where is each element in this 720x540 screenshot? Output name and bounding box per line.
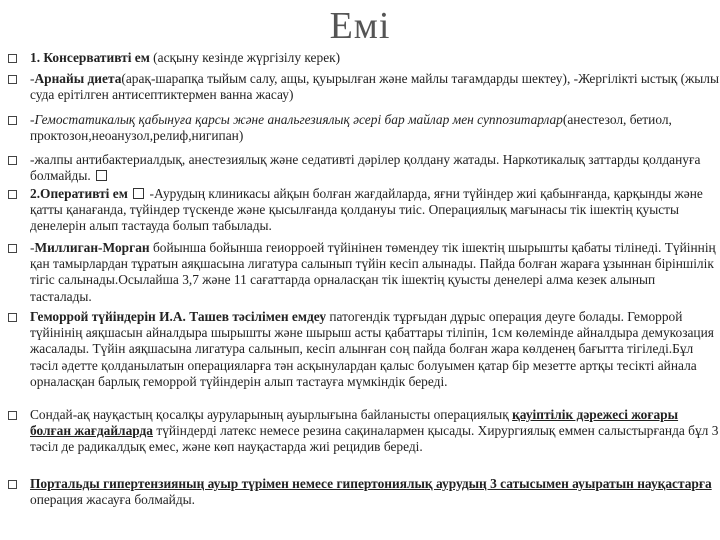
bullet-square-icon <box>8 54 17 63</box>
bullet-item <box>6 309 720 390</box>
bullet-text: Геморрой түйіндерін И.А. Ташев тәсілімен емдеу <box>30 309 327 324</box>
bullet-text: - <box>30 240 35 255</box>
bullet-item <box>6 186 720 235</box>
bullet-item <box>6 407 720 456</box>
bullet-item <box>6 50 720 66</box>
bullet-item <box>6 152 720 184</box>
placeholder-box-icon <box>133 188 144 199</box>
bullet-text: -Аурудың клиникасы айқын болған жағдайларда, яғни түйіндер жиі қабынғанда, қарқынды және қатты қанағанда, түйіндер түскенде және қысылғанда қолдануы тиіс. Операциялық мағынасы тік ішектің қуысты денелерін алып тастауда болып табылады. <box>30 186 703 234</box>
bullet-square-icon <box>8 190 17 199</box>
bullet-square-icon <box>8 411 17 420</box>
bullet-text: бойынша бойынша геиорроей түйінінен төмендеу тік ішектің шырышты қабаты тілінеді. Түйіннің қан тамырлардан тұратын аяқшасына лигатура салынып түйін кесіп алынады. Пайда болған жараға ұзыннан біріншілік тігіс салынады.Осылайша 3,7 және 11 сағаттарда орналасқан тік ішектің қуысты денелері алма кезек алынып тасталады. <box>30 240 716 304</box>
bullet-text: операция жасауға болмайды. <box>30 492 195 508</box>
bullet-square-icon <box>8 313 17 322</box>
slide-title: Емі <box>329 5 391 47</box>
bullet-square-icon <box>8 75 17 84</box>
bullet-square-icon <box>8 116 17 125</box>
bullet-item <box>6 112 720 144</box>
bullet-text: түйіндерді латекс немесе резина сақиналармен қысады. Хирургиялық еммен салыстырғанда бұл 3 тәсіл де радикалдық емес, және көп науқастарда жиі рецидив береді. <box>30 423 719 455</box>
bullet-item <box>6 476 720 508</box>
bullet-square-icon <box>8 480 17 489</box>
bullet-text: (арақ-шарапқа тыйым салу, ащы, қуырылған және майлы тағамдарды шектеу), -Жергілікті ыстық (жылы суда ерітілген антисептиктермен ванна жасау) <box>30 71 719 103</box>
bullet-text: Арнайы диета <box>34 71 122 86</box>
bullet-text: патогендік тұрғыдан дұрыс операция деуге болады. Геморрой түйінінің аяқшасын айналдыра шырышты және шырыш асты қабаттары тіліпін, 1см көлемінде айналдыра демукозация жасалады. Түйін аяқшасына лигатура салынып, кесіп алынған соң пайда болған жара көлденең бағытта тігіледі.Бұл тәсіл әдетте қолданылатын операцияларға тән асқынулардан қалыс болуымен қатар бір мезетте артқы тесікті айнала орналасқан барлық геморрой түйіндерін алып тастауға мүмкіндік береді. <box>30 309 714 389</box>
bullet-square-icon <box>8 156 17 165</box>
bullet-text: (анестезол, бетиол, проктозон,неоанузол,релиф,нигипан) <box>30 112 672 144</box>
bullet-square-icon <box>8 244 17 253</box>
bullet-text: Портальды гипертензияның ауыр түрімен немесе гипертониялық аурудың 3 сатысымен ауыратын науқастарға <box>30 476 712 491</box>
bullet-text: (асқыну кезінде жүргізілу керек) <box>149 50 341 65</box>
bullet-text: -жалпы антибактериалдық, анестезиялық және седативті дәрілер қолдану жатады. Наркотикалық заттарды қолдануға болмайды. <box>30 152 701 184</box>
bullet-item <box>6 240 720 305</box>
bullet-text: 2.Оперативті ем <box>30 186 132 201</box>
bullet-text: Сондай-ақ науқастың қосалқы ауруларының ауырлығына байланысты операциялық <box>30 407 513 422</box>
bullet-text: -Гемостатикалық қабынуға қарсы және анальгезиялық әсері бар майлар мен суппозитарлар <box>30 112 563 127</box>
bullet-text: қауіптілік дәрежесі жоғары болған жағдайларда <box>30 407 679 439</box>
bullet-text: - <box>30 71 35 86</box>
bullet-text: Миллиган-Морган <box>34 240 150 255</box>
bullet-text: 1. Консервативті ем <box>30 50 150 65</box>
placeholder-box-icon <box>96 170 107 181</box>
bullet-item <box>6 71 720 103</box>
